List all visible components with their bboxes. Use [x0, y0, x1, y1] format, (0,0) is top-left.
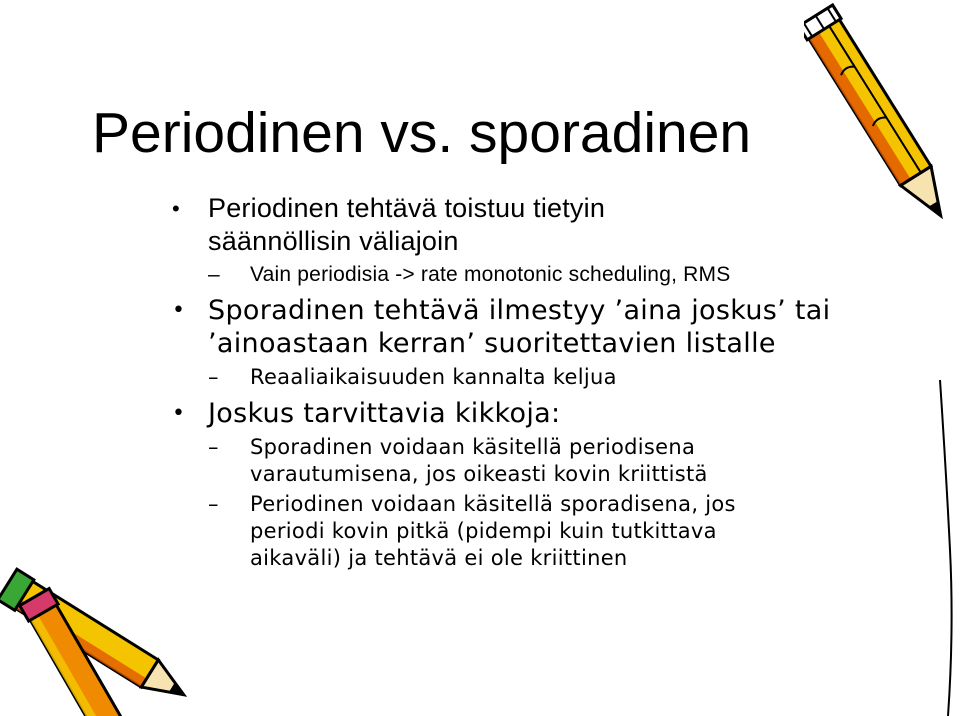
bullet-text-line: säännöllisin väliajoin — [208, 226, 459, 256]
sub-bullet-text-line: aikaväli) ja tehtävä ei ole kriittinen — [250, 546, 628, 570]
bullet-item — [172, 397, 872, 430]
slide-title: Periodinen vs. sporadinen — [92, 101, 752, 165]
decorative-scribble-icon — [900, 380, 960, 716]
sub-bullet-text: Vain periodisia -> rate monotonic scheduling, RMS — [250, 263, 731, 286]
dash-marker: – — [208, 263, 220, 286]
sub-bullet-text-line: varautumisena, jos oikeasti kovin kriittistä — [250, 462, 708, 486]
sub-bullet-text-line: Periodinen voidaan käsitellä sporadisena, jos — [250, 492, 736, 516]
sub-bullet-text: Reaaliaikaisuuden kannalta keljua — [250, 365, 617, 389]
bullet-item — [172, 192, 872, 258]
sub-bullet-item — [172, 261, 872, 288]
sub-bullet-text-line: Sporadinen voidaan käsitellä periodisena — [250, 435, 696, 459]
dash-marker: – — [208, 365, 219, 389]
crossed-pencils-icon — [0, 560, 200, 716]
bullet-marker: • — [172, 196, 180, 221]
bullet-item — [172, 294, 872, 360]
dash-marker: – — [208, 435, 219, 459]
pencil-clipart-icon — [804, 0, 960, 250]
sub-bullet-item — [172, 364, 872, 391]
dash-marker: – — [208, 492, 219, 516]
sub-bullet-item — [172, 434, 872, 488]
bullet-list — [172, 192, 872, 572]
bullet-marker: • — [172, 401, 186, 426]
sub-bullet-item — [172, 491, 872, 572]
bullet-text-line: ’ainoastaan kerran’ suoritettavien listalle — [208, 328, 776, 359]
bullet-text-line: Joskus tarvittavia kikkoja: — [208, 398, 561, 429]
sub-bullet-text-line: periodi kovin pitkä (pidempi kuin tutkittava — [250, 519, 717, 543]
bullet-text-line: Periodinen tehtävä toistuu tietyin — [208, 193, 606, 223]
bullet-text-line: Sporadinen tehtävä ilmestyy ’aina joskus’ tai — [208, 295, 831, 326]
bullet-marker: • — [172, 298, 186, 323]
